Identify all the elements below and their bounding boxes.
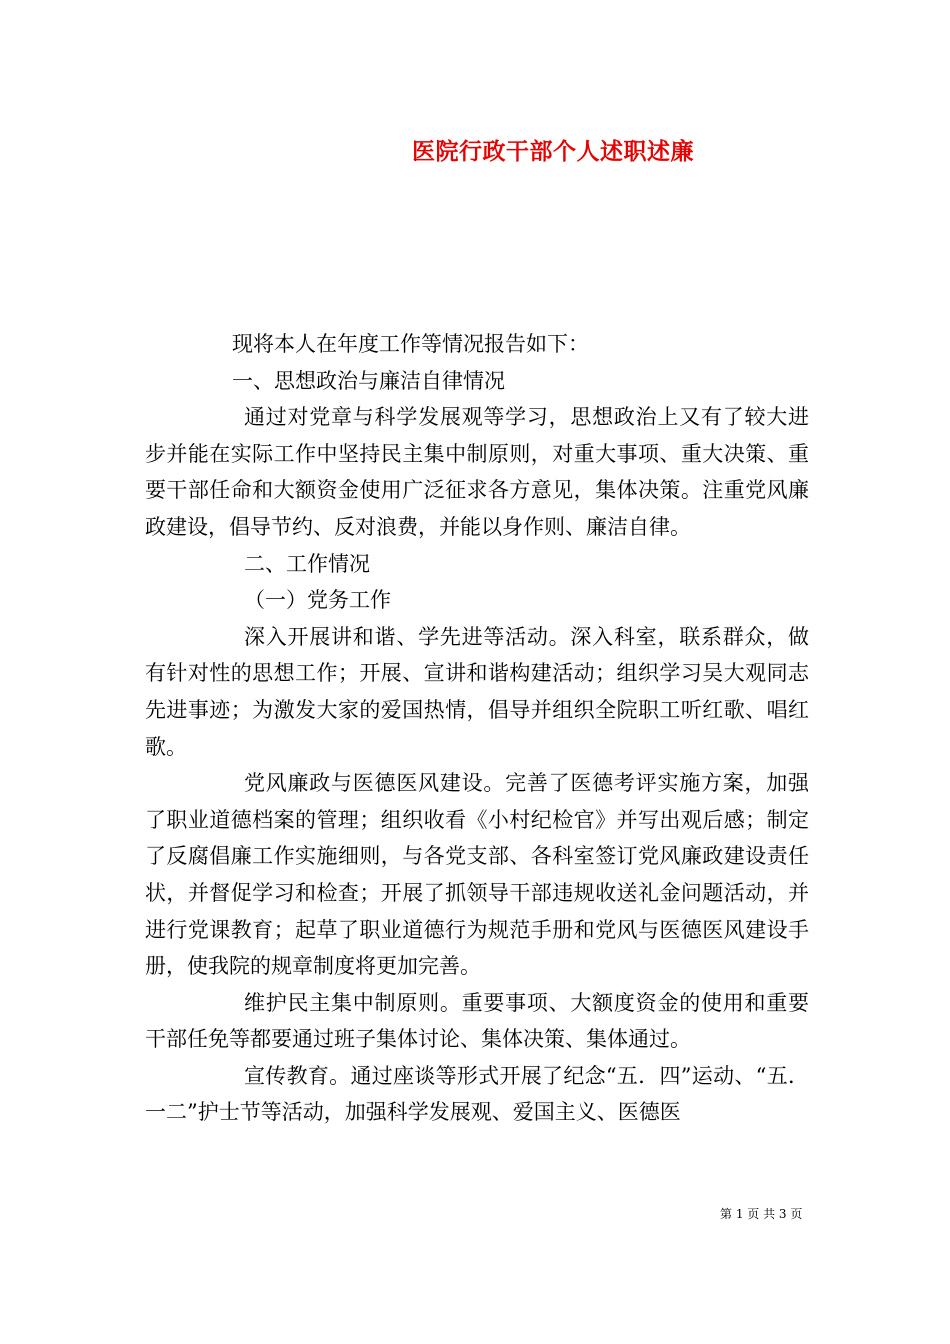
education-paragraph: 宣传教育。通过座谈等形式开展了纪念“五．四”运动、“五．一二”护士节等活动，加强科学发展观、爱国主义、医德医 [145,1063,809,1125]
democracy-paragraph: 维护民主集中制原则。重要事项、大额度资金的使用和重要干部任免等都要通过班子集体讨论、集体决策、集体通过。 [145,990,809,1052]
section-heading-2: 二、工作情况 [244,551,370,576]
section-1-paragraph: 通过对党章与科学发展观等学习，思想政治上又有了较大进步并能在实际工作中坚持民主集中制原则，对重大事项、重大决策、重要干部任命和大额资金使用广泛征求各方意见，集体决策。注重党风廉政建设，倡导节约、反对浪费，并能以身作则、廉洁自律。 [145,405,809,539]
integrity-paragraph: 党风廉政与医德医风建设。完善了医德考评实施方案，加强了职业道德档案的管理；组织收看《小村纪检官》并写出观后感；制定了反腐倡廉工作实施细则，与各党支部、各科室签订党风廉政建设责任状，并督促学习和检查；开展了抓领导干部违规收送礼金问题活动，并进行党课教育；起草了职业道德行为规范手册和党风与医德医风建设手册，使我院的规章制度将更加完善。 [145,771,809,979]
subsection-heading-1: （一）党务工作 [244,588,391,613]
section-heading-1: 一、思想政治与廉洁自律情况 [232,368,505,393]
document-body [145,326,809,1131]
intro-paragraph: 现将本人在年度工作等情况报告如下： [232,332,589,356]
activities-paragraph: 深入开展讲和谐、学先进等活动。深入科室，联系群众，做有针对性的思想工作；开展、宣讲和谐构建活动；组织学习吴大观同志先进事迹；为激发大家的爱国热情，倡导并组织全院职工听红歌、唱红歌。 [145,624,809,759]
document-title: 医院行政干部个人述职述廉 [412,138,694,165]
page-number-footer: 第 1 页 共 3 页 [720,1207,803,1221]
